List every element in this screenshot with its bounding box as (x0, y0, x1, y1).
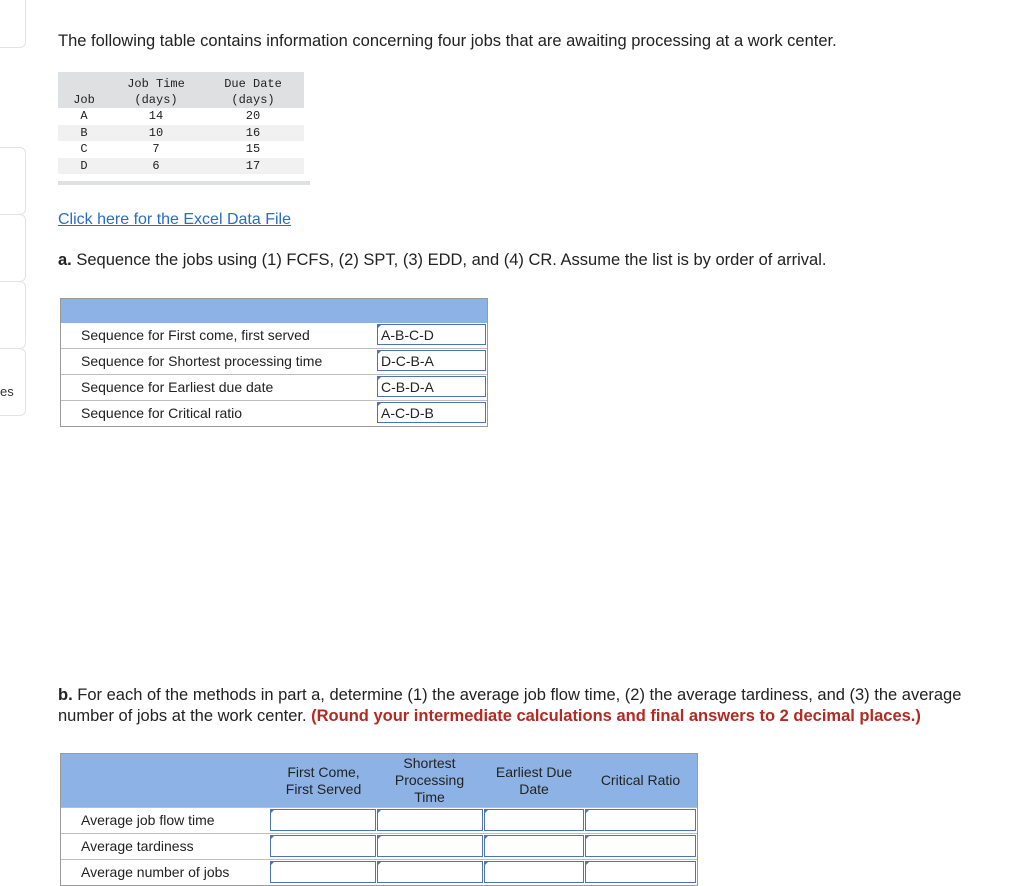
metric-label-tardiness: Average tardiness (81, 838, 194, 854)
col-spt-line3: Time (414, 789, 445, 805)
col-due-date-line1: Due Date (224, 77, 282, 91)
rail-card[interactable] (0, 0, 26, 48)
jobs-fcfs-input[interactable] (270, 861, 376, 883)
rail-card[interactable] (0, 147, 26, 215)
sequence-label-spt: Sequence for Shortest processing time (81, 353, 323, 369)
job-due: 20 (245, 109, 261, 123)
sequence-table (60, 298, 488, 427)
tardiness-spt-input[interactable] (377, 835, 483, 857)
left-rail (0, 0, 26, 885)
sequence-label-fcfs: Sequence for First come, first served (81, 327, 310, 343)
jobs-spt-input[interactable] (377, 861, 483, 883)
table-row (61, 833, 697, 859)
col-fcfs (271, 754, 376, 807)
flow-time-fcfs-input[interactable] (270, 809, 376, 831)
table-row (61, 807, 697, 833)
jobs-table-rule (58, 181, 310, 185)
metrics-table-header (61, 754, 697, 807)
metric-label-flow-time: Average job flow time (81, 812, 215, 828)
part-a-prompt (58, 251, 826, 270)
job-time: 14 (148, 109, 164, 123)
col-cr (585, 754, 696, 807)
job-time: 6 (110, 158, 202, 175)
table-row (61, 859, 697, 885)
job-due: 15 (245, 142, 261, 156)
job-id: B (58, 125, 110, 142)
col-due-date-line2: (days) (231, 93, 275, 107)
sequence-input-fcfs[interactable]: A-B-C-D (377, 324, 486, 345)
col-edd-line2: Date (519, 780, 549, 797)
table-row (58, 125, 304, 142)
table-row (58, 141, 304, 158)
excel-data-link[interactable]: Click here for the Excel Data File (58, 211, 291, 228)
job-due: 16 (202, 125, 304, 142)
table-row (61, 400, 487, 426)
col-job-time-line2: (days) (134, 93, 178, 107)
job-id: D (58, 158, 110, 175)
col-spt-line2: Processing (394, 772, 465, 788)
jobs-edd-input[interactable] (484, 861, 584, 883)
tardiness-fcfs-input[interactable] (270, 835, 376, 857)
sequence-table-header (61, 299, 487, 323)
flow-time-cr-input[interactable] (585, 809, 696, 831)
sequence-label-cr: Sequence for Critical ratio (81, 405, 243, 421)
col-fcfs-line2: First Served (285, 780, 362, 797)
jobs-cr-input[interactable] (585, 861, 696, 883)
job-id: C (80, 142, 88, 156)
part-a-prefix: a. (58, 251, 72, 269)
part-b-text: For each of the methods in part a, determine (1) the average job flow time, (2) the average tardiness, and (3) the average number of jobs at the work center. (58, 686, 962, 725)
job-due: 17 (202, 158, 304, 175)
tardiness-edd-input[interactable] (484, 835, 584, 857)
part-b-prompt (58, 685, 1008, 727)
col-edd (484, 754, 584, 807)
rounding-instruction: (Round your intermediate calculations and final answers to 2 decimal places.) (311, 707, 921, 725)
rail-card[interactable] (0, 348, 26, 416)
col-due-date (202, 72, 304, 108)
col-job-time-line1: Job Time (127, 77, 185, 91)
sequence-label-edd: Sequence for Earliest due date (81, 379, 274, 395)
job-id: A (80, 109, 88, 123)
flow-time-spt-input[interactable] (377, 809, 483, 831)
tardiness-cr-input[interactable] (585, 835, 696, 857)
rail-card[interactable] (0, 281, 26, 349)
metric-label-jobs: Average number of jobs (81, 864, 230, 880)
part-a-text: Sequence the jobs using (1) FCFS, (2) SPT, (3) EDD, and (4) CR. Assume the list is by order of arrival. (71, 251, 827, 269)
metrics-table (60, 753, 698, 886)
table-row (61, 323, 487, 348)
sequence-input-edd[interactable]: C-B-D-A (377, 376, 486, 397)
col-edd-line1: Earliest Due (495, 763, 573, 780)
jobs-table (58, 72, 304, 174)
job-time: 10 (110, 125, 202, 142)
col-spt (377, 754, 482, 807)
part-b-prefix: b. (58, 686, 73, 704)
sequence-input-spt[interactable]: D-C-B-A (377, 350, 486, 371)
sequence-input-cr[interactable]: A-C-D-B (377, 402, 486, 423)
table-row (58, 108, 304, 125)
intro-text: The following table contains information concerning four jobs that are awaiting processing at a work center. (58, 32, 837, 50)
col-job-time (110, 72, 202, 108)
rail-partial-label: es (0, 384, 14, 399)
flow-time-edd-input[interactable] (484, 809, 584, 831)
col-job: Job (58, 72, 110, 108)
col-spt-line1: Shortest (403, 755, 456, 771)
table-row (61, 348, 487, 374)
table-row (61, 374, 487, 400)
job-time: 7 (152, 142, 160, 156)
rail-card[interactable] (0, 214, 26, 282)
col-fcfs-line1: First Come, (287, 763, 360, 780)
table-row (58, 158, 304, 175)
col-cr-label: Critical Ratio (600, 772, 681, 788)
